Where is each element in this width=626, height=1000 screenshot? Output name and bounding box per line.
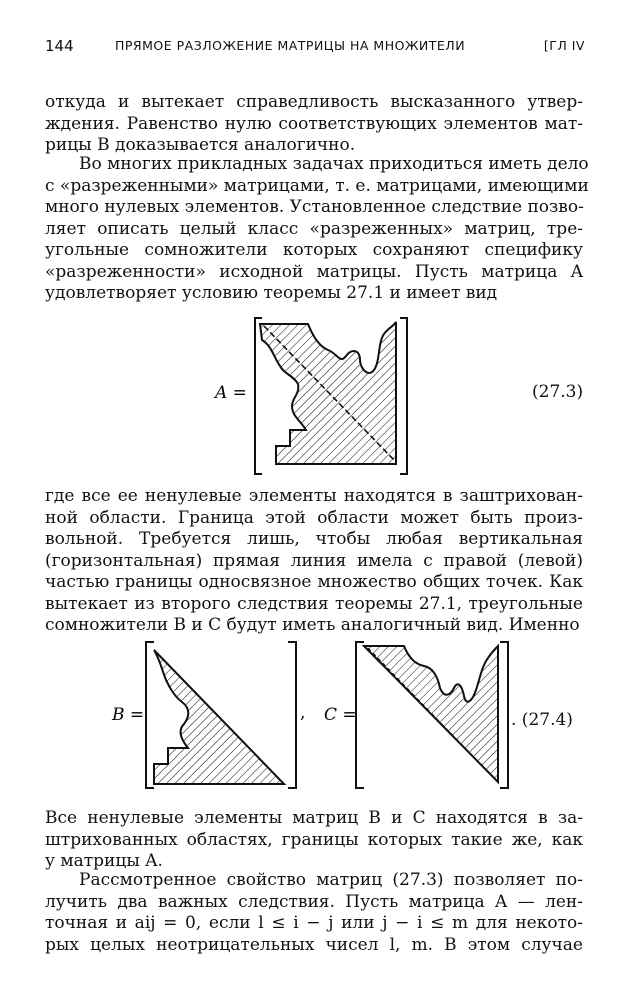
matrix-b-right-bracket xyxy=(288,642,296,788)
text-line: Во многих прикладных задачах приходиться иметь дело xyxy=(79,154,589,174)
text-line: частью границы односвязное множество общих точек. Как xyxy=(45,572,583,592)
text-line: ляет описать целый класс «разреженных» матриц, тре- xyxy=(45,218,583,239)
matrix-c-shaded-region xyxy=(364,646,498,782)
text-line: Все ненулевые элементы матриц B и C находятся в за- xyxy=(45,808,583,828)
text-line: откуда и вытекает справедливость высказанного утвер- xyxy=(45,92,583,112)
right-bracket xyxy=(400,318,407,474)
running-title: ПРЯМОЕ РАЗЛОЖЕНИЕ МАТРИЦЫ НА МНОЖИТЕЛИ xyxy=(115,38,466,53)
text-line: рых целых неотрицательных чисел l, m. В этом случае xyxy=(45,934,583,955)
matrix-a-figure xyxy=(200,312,430,480)
paragraph-4 xyxy=(45,808,583,873)
text-line: сомножители B и C будут иметь аналогичный вид. Именно xyxy=(45,615,580,635)
text-line: много нулевых элементов. Установленное следствие позво- xyxy=(45,197,584,217)
text-line: с «разреженными» матрицами, т. е. матрицами, имеющими xyxy=(45,175,589,196)
text-line: угольные сомножители которых сохраняют специфику xyxy=(45,240,583,260)
text-line: ждения. Равенство нулю соответствующих элементов мат- xyxy=(45,113,583,134)
matrix-b-left-bracket xyxy=(146,642,154,788)
matrix-b-shaded-region xyxy=(154,650,284,784)
text-line: Рассмотренное свойство матриц (27.3) позволяет по- xyxy=(79,870,583,890)
text-line: (горизонтальная) прямая линия имела с правой (левой) xyxy=(45,550,583,571)
matrix-c-right-bracket xyxy=(500,642,508,788)
text-line: удовлетворяет условию теоремы 27.1 и имеет вид xyxy=(45,283,498,303)
text-line: вольной. Требуется лишь, чтобы любая вертикальная xyxy=(45,529,583,549)
separator-comma: , xyxy=(300,703,306,723)
running-header xyxy=(45,37,585,57)
text-line: точная и aij = 0, если l ≤ i − j или j − i ≤ m для некото- xyxy=(45,913,583,933)
text-line: лучить два важных следствия. Пусть матрица A — лен- xyxy=(45,891,583,912)
text-line: штрихованных областях, границы которых такие же, как xyxy=(45,829,583,850)
matrix-c-label: C = xyxy=(324,705,357,725)
matrix-c-left-bracket xyxy=(356,642,364,788)
left-bracket xyxy=(255,318,262,474)
text-line: ной области. Граница этой области может быть произ- xyxy=(45,507,583,528)
text-line: где все ее ненулевые элементы находятся в заштрихован- xyxy=(45,486,583,506)
chapter-label: [ГЛ IV xyxy=(543,38,585,53)
matrix-b-label: B = xyxy=(112,705,145,725)
paragraph-5 xyxy=(45,870,583,956)
page-number: 144 xyxy=(45,37,74,55)
paragraph-3 xyxy=(45,486,583,637)
equation-number-27-3: (27.3) xyxy=(532,382,584,402)
text-line: «разреженности» исходной матрицы. Пусть матрица A xyxy=(45,261,583,282)
paragraph-2 xyxy=(45,154,589,305)
text-line: рицы B доказывается аналогично. xyxy=(45,135,356,155)
text-line: вытекает из второго следствия теоремы 27.1, треугольные xyxy=(45,593,583,614)
equation-number-27-4: . (27.4) xyxy=(511,710,573,730)
text-line: у матрицы A. xyxy=(45,851,163,871)
matrix-a-label: A = xyxy=(215,383,247,403)
paragraph-1 xyxy=(45,92,583,157)
